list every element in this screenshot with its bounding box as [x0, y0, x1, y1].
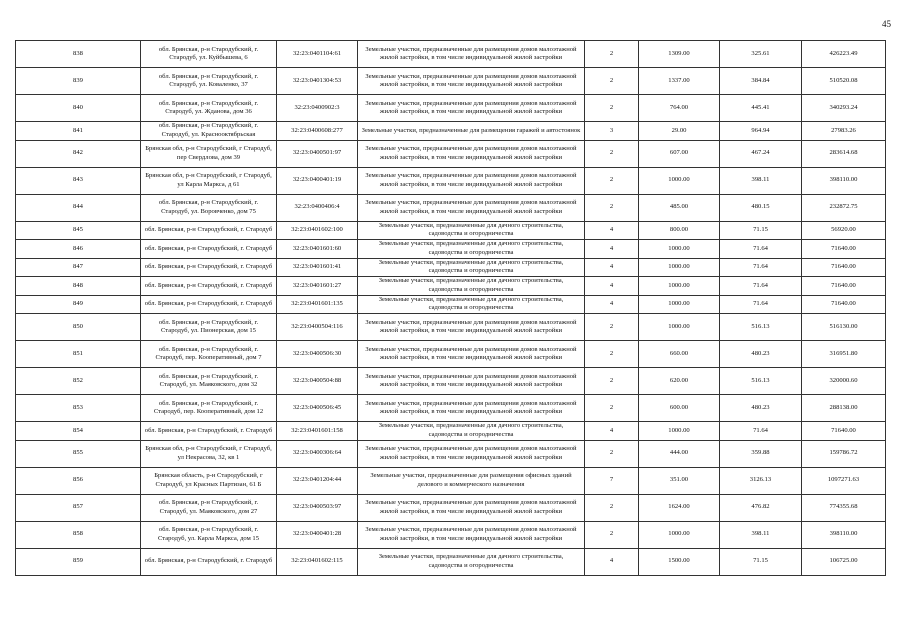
unit-value-cell: 467.24: [720, 140, 802, 167]
cadastral-number-cell: 32:23:0400501:97: [277, 140, 358, 167]
cadastral-value-cell: 106725.00: [802, 548, 886, 575]
area-cell: 1000.00: [639, 295, 720, 314]
cadastral-number-cell: 32:23:0401602:100: [277, 221, 358, 240]
land-use-cell: Земельные участки, предназначенные для дачного строительства, садоводства и огородничества: [358, 548, 585, 575]
cadastral-number-cell: 32:23:0401602:115: [277, 548, 358, 575]
cadastral-value-cell: 71640.00: [802, 240, 886, 259]
land-use-cell: Земельные участки, предназначенные для размещения домов малоэтажной жилой застройки, в том числе индивидуальной жилой застройки: [358, 494, 585, 521]
cadastral-value-cell: 232872.75: [802, 194, 886, 221]
land-use-cell: Земельные участки, предназначенные для размещения домов малоэтажной жилой застройки, в том числе индивидуальной жилой застройки: [358, 167, 585, 194]
cadastral-number-cell: 32:23:0400902:3: [277, 95, 358, 122]
land-use-cell: Земельные участки, предназначенные для размещения домов малоэтажной жилой застройки, в том числе индивидуальной жилой застройки: [358, 68, 585, 95]
row-number-cell: 843: [16, 167, 141, 194]
area-cell: 1000.00: [639, 422, 720, 441]
group-cell: 4: [585, 221, 639, 240]
land-use-cell: Земельные участки, предназначенные для размещения домов малоэтажной жилой застройки, в том числе индивидуальной жилой застройки: [358, 95, 585, 122]
cadastral-number-cell: 32:23:0400401:19: [277, 167, 358, 194]
cadastral-value-cell: 71640.00: [802, 277, 886, 296]
row-number-cell: 858: [16, 521, 141, 548]
land-use-cell: Земельные участки, предназначенные для размещения домов малоэтажной жилой застройки, в том числе индивидуальной жилой застройки: [358, 41, 585, 68]
table-row: [16, 341, 886, 368]
row-number-cell: 857: [16, 494, 141, 521]
area-cell: 29.00: [639, 122, 720, 141]
table-row: [16, 240, 886, 259]
cadastral-value-cell: 56920.00: [802, 221, 886, 240]
cadastral-number-cell: 32:23:0400506:45: [277, 395, 358, 422]
area-cell: 1337.00: [639, 68, 720, 95]
land-use-cell: Земельные участки, предназначенные для размещения домов малоэтажной жилой застройки, в том числе индивидуальной жилой застройки: [358, 395, 585, 422]
address-cell: обл. Брянская, р-н Стародубский, г. Стародуб, ул. Воровченко, дом 75: [141, 194, 277, 221]
group-cell: 4: [585, 295, 639, 314]
group-cell: 4: [585, 277, 639, 296]
unit-value-cell: 476.82: [720, 494, 802, 521]
area-cell: 1000.00: [639, 314, 720, 341]
cadastral-value-cell: 426223.49: [802, 41, 886, 68]
land-use-cell: Земельные участки, предназначенные для размещения домов малоэтажной жилой застройки, в том числе индивидуальной жилой застройки: [358, 194, 585, 221]
table-row: [16, 422, 886, 441]
cadastral-number-cell: 32:23:0400608:277: [277, 122, 358, 141]
address-cell: обл. Брянская, р-н Стародубский, г. Стародуб, ул. Краснооктябрьская: [141, 122, 277, 141]
table-row: [16, 548, 886, 575]
cadastral-number-cell: 32:23:0401104:61: [277, 41, 358, 68]
address-cell: обл. Брянская, р-н Стародубский, г. Стародуб, ул. Жданова, дом 36: [141, 95, 277, 122]
address-cell: обл. Брянская, р-н Стародубский, г. Стародуб, ул. Карла Маркса, дом 15: [141, 521, 277, 548]
land-use-cell: Земельные участки, предназначенные для размещения офисных зданий делового и коммерческого назначения: [358, 467, 585, 494]
row-number-cell: 850: [16, 314, 141, 341]
address-cell: обл. Брянская, р-н Стародубский, г. Стародуб, пер. Кооперативный, дом 12: [141, 395, 277, 422]
row-number-cell: 842: [16, 140, 141, 167]
cadastral-number-cell: 32:23:0400406:4: [277, 194, 358, 221]
area-cell: 444.00: [639, 440, 720, 467]
land-use-cell: Земельные участки, предназначенные для дачного строительства, садоводства и огородничества: [358, 295, 585, 314]
row-number-cell: 840: [16, 95, 141, 122]
cadastral-number-cell: 32:23:0401601:158: [277, 422, 358, 441]
cadastral-value-cell: 288138.00: [802, 395, 886, 422]
area-cell: 600.00: [639, 395, 720, 422]
row-number-cell: 851: [16, 341, 141, 368]
address-cell: обл. Брянская, р-н Стародубский, г. Стародуб, ул. Маяковского, дом 27: [141, 494, 277, 521]
land-use-cell: Земельные участки, предназначенные для дачного строительства, садоводства и огородничества: [358, 240, 585, 259]
area-cell: 800.00: [639, 221, 720, 240]
unit-value-cell: 71.64: [720, 277, 802, 296]
group-cell: 2: [585, 41, 639, 68]
address-cell: обл. Брянская, р-н Стародубский, г. Стародуб: [141, 295, 277, 314]
area-cell: 1624.00: [639, 494, 720, 521]
unit-value-cell: 71.64: [720, 422, 802, 441]
group-cell: 2: [585, 368, 639, 395]
area-cell: 485.00: [639, 194, 720, 221]
cadastral-number-cell: 32:23:0400504:88: [277, 368, 358, 395]
group-cell: 2: [585, 395, 639, 422]
unit-value-cell: 398.11: [720, 521, 802, 548]
row-number-cell: 852: [16, 368, 141, 395]
address-cell: обл. Брянская, р-н Стародубский, г. Стародуб, пер. Кооперативный, дом 7: [141, 341, 277, 368]
address-cell: обл. Брянская, р-н Стародубский, г. Стародуб: [141, 258, 277, 277]
area-cell: 1309.00: [639, 41, 720, 68]
unit-value-cell: 398.11: [720, 167, 802, 194]
address-cell: обл. Брянская, р-н Стародубский, г. Стародуб, ул. Пионерская, дом 15: [141, 314, 277, 341]
group-cell: 2: [585, 68, 639, 95]
unit-value-cell: 480.15: [720, 194, 802, 221]
cadastral-number-cell: 32:23:0401601:27: [277, 277, 358, 296]
row-number-cell: 847: [16, 258, 141, 277]
unit-value-cell: 516.13: [720, 368, 802, 395]
area-cell: 764.00: [639, 95, 720, 122]
cadastral-value-cell: 316951.80: [802, 341, 886, 368]
page-number: 45: [882, 19, 891, 29]
area-cell: 1000.00: [639, 521, 720, 548]
unit-value-cell: 516.13: [720, 314, 802, 341]
area-cell: 1000.00: [639, 167, 720, 194]
cadastral-value-cell: 27983.26: [802, 122, 886, 141]
cadastral-number-cell: 32:23:0400503:97: [277, 494, 358, 521]
unit-value-cell: 445.41: [720, 95, 802, 122]
table-row: [16, 122, 886, 141]
address-cell: Брянская обл, р-н Стародубский, г Стародуб, пер Свердлова, дом 39: [141, 140, 277, 167]
group-cell: 2: [585, 140, 639, 167]
cadastral-value-cell: 1097271.63: [802, 467, 886, 494]
land-use-cell: Земельные участки, предназначенные для размещения домов малоэтажной жилой застройки, в том числе индивидуальной жилой застройки: [358, 368, 585, 395]
table-row: [16, 314, 886, 341]
cadastral-value-cell: 510520.08: [802, 68, 886, 95]
cadastral-value-cell: 283614.68: [802, 140, 886, 167]
area-cell: 607.00: [639, 140, 720, 167]
row-number-cell: 845: [16, 221, 141, 240]
row-number-cell: 859: [16, 548, 141, 575]
address-cell: обл. Брянская, р-н Стародубский, г. Стародуб, ул. Куйбышева, 6: [141, 41, 277, 68]
row-number-cell: 839: [16, 68, 141, 95]
cadastral-value-cell: 71640.00: [802, 295, 886, 314]
row-number-cell: 854: [16, 422, 141, 441]
unit-value-cell: 384.84: [720, 68, 802, 95]
unit-value-cell: 3126.13: [720, 467, 802, 494]
land-use-cell: Земельные участки, предназначенные для размещения домов малоэтажной жилой застройки, в том числе индивидуальной жилой застройки: [358, 521, 585, 548]
address-cell: обл. Брянская, р-н Стародубский, г. Стародуб: [141, 548, 277, 575]
group-cell: 2: [585, 521, 639, 548]
table-row: [16, 194, 886, 221]
address-cell: обл. Брянская, р-н Стародубский, г. Стародуб, ул. Маяковского, дом 32: [141, 368, 277, 395]
row-number-cell: 838: [16, 41, 141, 68]
address-cell: обл. Брянская, р-н Стародубский, г. Стародуб: [141, 277, 277, 296]
land-use-cell: Земельные участки, предназначенные для размещения домов малоэтажной жилой застройки, в том числе индивидуальной жилой застройки: [358, 440, 585, 467]
unit-value-cell: 480.23: [720, 341, 802, 368]
area-cell: 1000.00: [639, 258, 720, 277]
address-cell: Брянская обл, р-н Стародубский, г Стародуб, ул Некрасова, 32, кв 1: [141, 440, 277, 467]
table-row: [16, 167, 886, 194]
cadastral-value-cell: 774355.68: [802, 494, 886, 521]
row-number-cell: 849: [16, 295, 141, 314]
cadastral-value-cell: 398110.00: [802, 167, 886, 194]
table-row: [16, 440, 886, 467]
address-cell: обл. Брянская, р-н Стародубский, г. Стародуб, ул. Коваленко, 37: [141, 68, 277, 95]
area-cell: 660.00: [639, 341, 720, 368]
table-row: [16, 277, 886, 296]
unit-value-cell: 359.88: [720, 440, 802, 467]
row-number-cell: 856: [16, 467, 141, 494]
land-use-cell: Земельные участки, предназначенные для размещения домов малоэтажной жилой застройки, в том числе индивидуальной жилой застройки: [358, 314, 585, 341]
cadastral-number-cell: 32:23:0400504:116: [277, 314, 358, 341]
land-use-cell: Земельные участки, предназначенные для дачного строительства, садоводства и огородничества: [358, 277, 585, 296]
land-use-cell: Земельные участки, предназначенные для дачного строительства, садоводства и огородничества: [358, 258, 585, 277]
table-row: [16, 68, 886, 95]
cadastral-value-cell: 71640.00: [802, 258, 886, 277]
cadastral-value-cell: 516130.00: [802, 314, 886, 341]
address-cell: обл. Брянская, р-н Стародубский, г. Стародуб: [141, 240, 277, 259]
cadastral-value-cell: 320000.60: [802, 368, 886, 395]
table-row: [16, 494, 886, 521]
land-use-cell: Земельные участки, предназначенные для размещения домов малоэтажной жилой застройки, в том числе индивидуальной жилой застройки: [358, 140, 585, 167]
land-registry-table: [15, 40, 886, 576]
group-cell: 2: [585, 494, 639, 521]
table-row: [16, 368, 886, 395]
cadastral-number-cell: 32:23:0400506:30: [277, 341, 358, 368]
address-cell: обл. Брянская, р-н Стародубский, г. Стародуб: [141, 422, 277, 441]
table-row: [16, 140, 886, 167]
group-cell: 2: [585, 194, 639, 221]
land-use-cell: Земельные участки, предназначенные для дачного строительства, садоводства и огородничества: [358, 422, 585, 441]
row-number-cell: 846: [16, 240, 141, 259]
cadastral-value-cell: 340293.24: [802, 95, 886, 122]
cadastral-number-cell: 32:23:0401601:60: [277, 240, 358, 259]
group-cell: 2: [585, 341, 639, 368]
land-use-cell: Земельные участки, предназначенные для дачного строительства, садоводства и огородничества: [358, 221, 585, 240]
address-cell: Брянская область, р-н Стародубский, г Стародуб, ул Красных Партизан, 61 Б: [141, 467, 277, 494]
group-cell: 4: [585, 548, 639, 575]
group-cell: 2: [585, 167, 639, 194]
unit-value-cell: 71.15: [720, 221, 802, 240]
group-cell: 2: [585, 95, 639, 122]
row-number-cell: 844: [16, 194, 141, 221]
unit-value-cell: 71.64: [720, 240, 802, 259]
cadastral-value-cell: 159786.72: [802, 440, 886, 467]
row-number-cell: 855: [16, 440, 141, 467]
cadastral-number-cell: 32:23:0401601:41: [277, 258, 358, 277]
unit-value-cell: 325.61: [720, 41, 802, 68]
group-cell: 2: [585, 314, 639, 341]
row-number-cell: 853: [16, 395, 141, 422]
cadastral-number-cell: 32:23:0401601:135: [277, 295, 358, 314]
group-cell: 4: [585, 422, 639, 441]
cadastral-number-cell: 32:23:0400306:64: [277, 440, 358, 467]
land-use-cell: Земельные участки, предназначенные для размещения гаражей и автостоянок: [358, 122, 585, 141]
table-row: [16, 221, 886, 240]
table-row: [16, 395, 886, 422]
table-row: [16, 95, 886, 122]
group-cell: 7: [585, 467, 639, 494]
table-row: [16, 295, 886, 314]
area-cell: 1000.00: [639, 277, 720, 296]
cadastral-number-cell: 32:23:0400401:28: [277, 521, 358, 548]
cadastral-value-cell: 71640.00: [802, 422, 886, 441]
unit-value-cell: 71.64: [720, 258, 802, 277]
cadastral-number-cell: 32:23:0401304:53: [277, 68, 358, 95]
cadastral-value-cell: 398110.00: [802, 521, 886, 548]
cadastral-number-cell: 32:23:0401204:44: [277, 467, 358, 494]
unit-value-cell: 71.64: [720, 295, 802, 314]
table-row: [16, 521, 886, 548]
land-use-cell: Земельные участки, предназначенные для размещения домов малоэтажной жилой застройки, в том числе индивидуальной жилой застройки: [358, 341, 585, 368]
unit-value-cell: 964.94: [720, 122, 802, 141]
group-cell: 4: [585, 240, 639, 259]
address-cell: обл. Брянская, р-н Стародубский, г. Стародуб: [141, 221, 277, 240]
group-cell: 2: [585, 440, 639, 467]
group-cell: 4: [585, 258, 639, 277]
area-cell: 1500.00: [639, 548, 720, 575]
row-number-cell: 841: [16, 122, 141, 141]
area-cell: 1000.00: [639, 240, 720, 259]
address-cell: Брянская обл, р-н Стародубский, г Стародуб, ул Карла Маркса, д 61: [141, 167, 277, 194]
area-cell: 351.00: [639, 467, 720, 494]
table-row: [16, 467, 886, 494]
row-number-cell: 848: [16, 277, 141, 296]
table-row: [16, 41, 886, 68]
group-cell: 3: [585, 122, 639, 141]
unit-value-cell: 71.15: [720, 548, 802, 575]
table-row: [16, 258, 886, 277]
unit-value-cell: 480.23: [720, 395, 802, 422]
area-cell: 620.00: [639, 368, 720, 395]
